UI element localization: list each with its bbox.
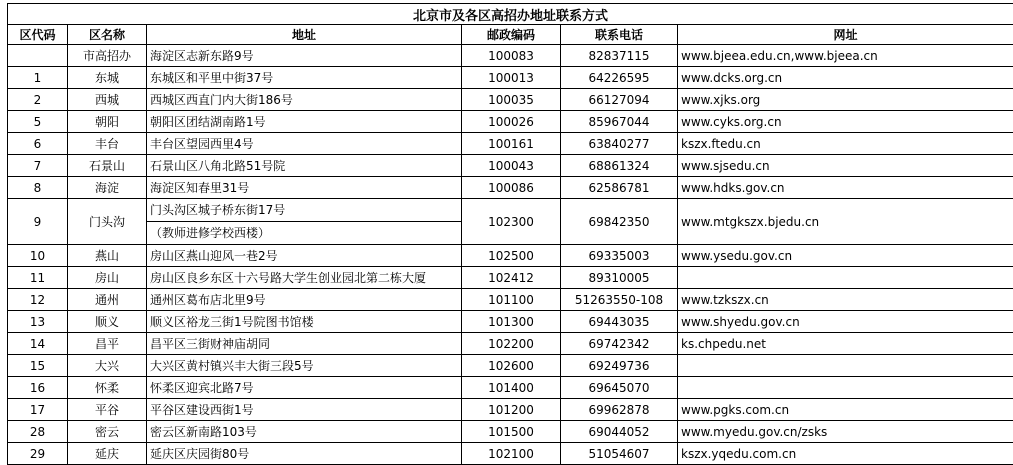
district-name-cell: 昌平 (68, 333, 147, 355)
district-name-cell: 石景山 (68, 155, 147, 177)
table-row (8, 333, 1013, 355)
table-row (8, 399, 1013, 421)
phone-cell: 68861324 (561, 155, 678, 177)
district-name-cell: 密云 (68, 421, 147, 443)
district-name-cell: 门头沟 (68, 199, 147, 245)
header-district-name: 区名称 (68, 25, 147, 45)
district-name-cell: 怀柔 (68, 377, 147, 399)
address-cell: 昌平区三街财神庙胡同 (147, 333, 462, 355)
address-cell (147, 199, 462, 245)
postcode-cell: 102100 (462, 443, 561, 465)
address-cell: 海淀区志新东路9号 (147, 45, 462, 67)
district-name-cell: 顺义 (68, 311, 147, 333)
district-code-cell: 9 (8, 199, 68, 245)
phone-cell: 63840277 (561, 133, 678, 155)
website-cell: www.mtgkszx.bjedu.cn (678, 199, 1013, 245)
phone-cell: 69742342 (561, 333, 678, 355)
district-code-cell: 29 (8, 443, 68, 465)
table-row (8, 89, 1013, 111)
postcode-cell: 101300 (462, 311, 561, 333)
district-name-cell: 丰台 (68, 133, 147, 155)
district-code-cell: 8 (8, 177, 68, 199)
district-name-cell: 燕山 (68, 245, 147, 267)
website-cell: www.sjsedu.cn (678, 155, 1013, 177)
district-code-cell: 7 (8, 155, 68, 177)
table-row (8, 289, 1013, 311)
address-line-1: 门头沟区城子桥东街17号 (150, 203, 286, 217)
website-cell: www.bjeea.edu.cn,www.bjeea.cn (678, 45, 1013, 67)
district-name-cell: 房山 (68, 267, 147, 289)
district-code-cell: 17 (8, 399, 68, 421)
header-district-code: 区代码 (8, 25, 68, 45)
address-cell: 大兴区黄村镇兴丰大街三段5号 (147, 355, 462, 377)
table-row (8, 267, 1013, 289)
website-cell: www.tzkszx.cn (678, 289, 1013, 311)
table-row (8, 355, 1013, 377)
address-cell: 延庆区庆园街80号 (147, 443, 462, 465)
address-cell: 朝阳区团结湖南路1号 (147, 111, 462, 133)
district-code-cell: 16 (8, 377, 68, 399)
address-cell: 通州区葛布店北里9号 (147, 289, 462, 311)
district-code-cell: 11 (8, 267, 68, 289)
address-cell: 东城区和平里中街37号 (147, 67, 462, 89)
header-row (8, 25, 1013, 45)
table-row (8, 311, 1013, 333)
district-code-cell: 6 (8, 133, 68, 155)
postcode-cell: 102500 (462, 245, 561, 267)
table-row (8, 443, 1013, 465)
postcode-cell: 102200 (462, 333, 561, 355)
address-line-2: （教师进修学校西楼） (147, 221, 461, 244)
website-cell: www.pgks.com.cn (678, 399, 1013, 421)
address-cell: 海淀区知春里31号 (147, 177, 462, 199)
header-postcode: 邮政编码 (462, 25, 561, 45)
website-cell (678, 377, 1013, 399)
table-row (8, 421, 1013, 443)
website-cell: ks.chpedu.net (678, 333, 1013, 355)
district-code-cell: 10 (8, 245, 68, 267)
phone-cell: 69044052 (561, 421, 678, 443)
postcode-cell: 101400 (462, 377, 561, 399)
district-name-cell: 通州 (68, 289, 147, 311)
phone-cell: 69962878 (561, 399, 678, 421)
district-code-cell: 5 (8, 111, 68, 133)
district-code-cell: 28 (8, 421, 68, 443)
postcode-cell: 100035 (462, 89, 561, 111)
district-code-cell (8, 45, 68, 67)
table-row (8, 199, 1013, 245)
table-row (8, 111, 1013, 133)
address-cell: 顺义区裕龙三街1号院图书馆楼 (147, 311, 462, 333)
postcode-cell: 101100 (462, 289, 561, 311)
table-row (8, 67, 1013, 89)
postcode-cell: 102300 (462, 199, 561, 245)
phone-cell: 69335003 (561, 245, 678, 267)
table-row (8, 377, 1013, 399)
phone-cell: 69443035 (561, 311, 678, 333)
district-name-cell: 海淀 (68, 177, 147, 199)
phone-cell: 69249736 (561, 355, 678, 377)
postcode-cell: 100026 (462, 111, 561, 133)
table-row (8, 155, 1013, 177)
district-name-cell: 市高招办 (68, 45, 147, 67)
table-body (8, 45, 1013, 465)
website-cell: www.ysedu.gov.cn (678, 245, 1013, 267)
watermark (929, 444, 1007, 460)
postcode-cell: 100086 (462, 177, 561, 199)
website-cell: www.dcks.org.cn (678, 67, 1013, 89)
phone-cell: 66127094 (561, 89, 678, 111)
table-row (8, 245, 1013, 267)
header-address: 地址 (147, 25, 462, 45)
phone-cell: 69645070 (561, 377, 678, 399)
district-code-cell: 12 (8, 289, 68, 311)
website-cell: kszx.ftedu.cn (678, 133, 1013, 155)
website-cell: www.xjks.org (678, 89, 1013, 111)
district-code-cell: 15 (8, 355, 68, 377)
phone-cell: 89310005 (561, 267, 678, 289)
table-row (8, 45, 1013, 67)
postcode-cell: 100043 (462, 155, 561, 177)
website-cell (678, 355, 1013, 377)
district-name-cell: 西城 (68, 89, 147, 111)
table-row (8, 133, 1013, 155)
postcode-cell: 100083 (462, 45, 561, 67)
table-title: 北京市及各区高招办地址联系方式 (8, 4, 1013, 25)
district-name-cell: 平谷 (68, 399, 147, 421)
table-row (8, 177, 1013, 199)
district-code-cell: 14 (8, 333, 68, 355)
website-cell: www.hdks.gov.cn (678, 177, 1013, 199)
website-cell (678, 267, 1013, 289)
header-website: 网址 (678, 25, 1013, 45)
postcode-cell: 102412 (462, 267, 561, 289)
title-row (8, 4, 1013, 25)
address-cell: 房山区良乡东区十六号路大学生创业园北第二栋大厦 (147, 267, 462, 289)
website-cell: kszx.yqedu.com.cn (678, 443, 1013, 465)
district-name-cell: 东城 (68, 67, 147, 89)
address-cell: 怀柔区迎宾北路7号 (147, 377, 462, 399)
postcode-cell: 100013 (462, 67, 561, 89)
district-code-cell: 2 (8, 89, 68, 111)
phone-cell: 85967044 (561, 111, 678, 133)
postcode-cell: 101500 (462, 421, 561, 443)
address-cell: 西城区西直门内大街186号 (147, 89, 462, 111)
address-cell: 房山区燕山迎风一巷2号 (147, 245, 462, 267)
postcode-cell: 100161 (462, 133, 561, 155)
district-name-cell: 大兴 (68, 355, 147, 377)
address-cell: 密云区新南路103号 (147, 421, 462, 443)
website-cell: www.myedu.gov.cn/zsks (678, 421, 1013, 443)
phone-cell: 82837115 (561, 45, 678, 67)
phone-cell: 64226595 (561, 67, 678, 89)
district-code-cell: 13 (8, 311, 68, 333)
phone-cell: 51263550-108 (561, 289, 678, 311)
website-cell: www.shyedu.gov.cn (678, 311, 1013, 333)
district-name-cell: 延庆 (68, 443, 147, 465)
website-cell: www.cyks.org.cn (678, 111, 1013, 133)
postcode-cell: 101200 (462, 399, 561, 421)
phone-cell: 69842350 (561, 199, 678, 245)
address-cell: 丰台区望园西里4号 (147, 133, 462, 155)
phone-cell: 62586781 (561, 177, 678, 199)
header-phone: 联系电话 (561, 25, 678, 45)
district-code-cell: 1 (8, 67, 68, 89)
phone-cell: 51054607 (561, 443, 678, 465)
address-cell: 石景山区八角北路51号院 (147, 155, 462, 177)
postcode-cell: 102600 (462, 355, 561, 377)
address-cell: 平谷区建设西街1号 (147, 399, 462, 421)
district-name-cell: 朝阳 (68, 111, 147, 133)
contact-table (7, 3, 1013, 465)
